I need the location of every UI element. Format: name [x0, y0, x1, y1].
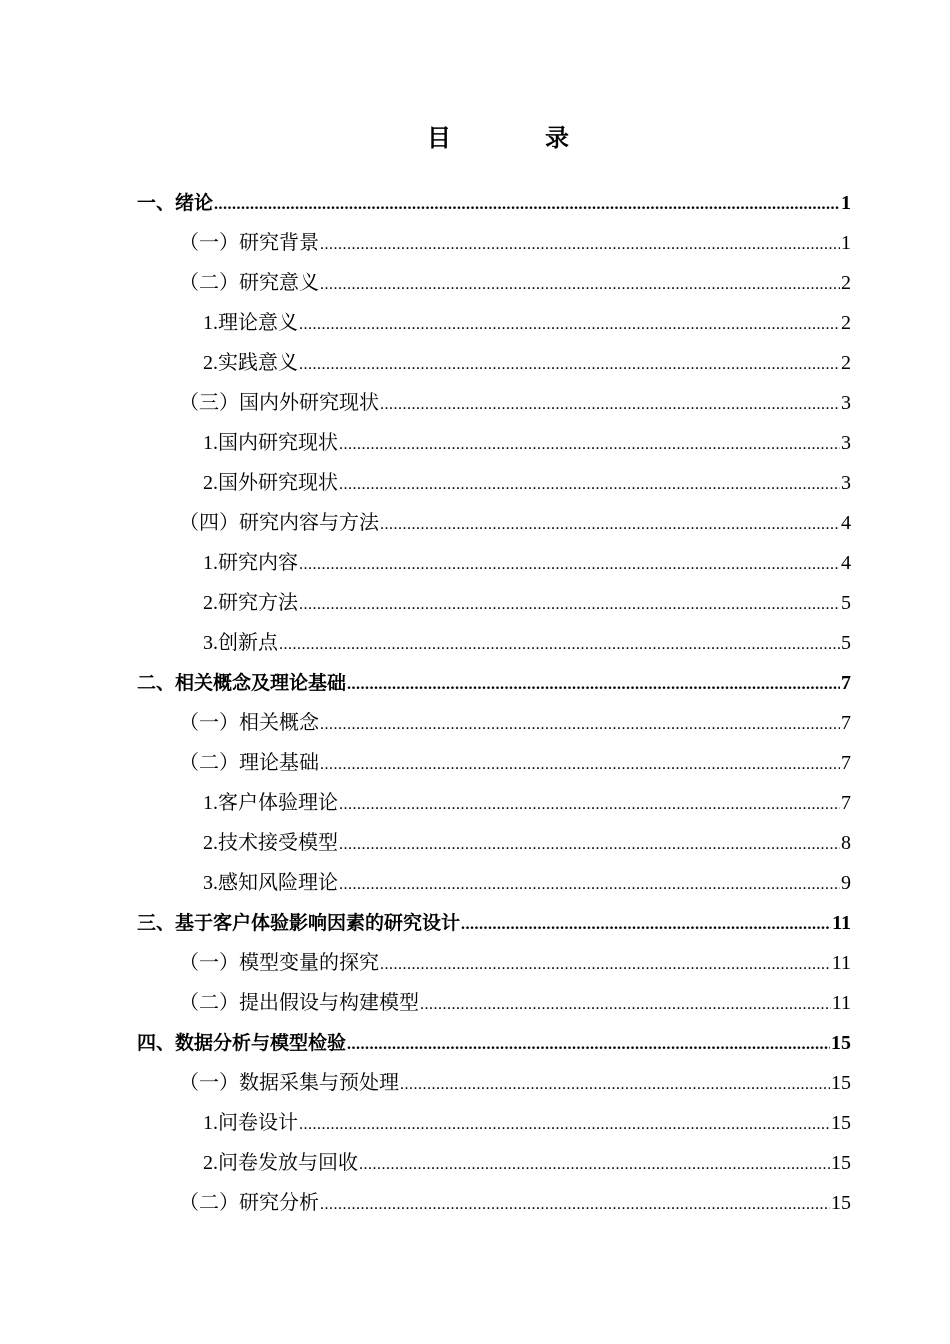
dot-leader: [347, 1031, 830, 1055]
dot-leader: [339, 431, 840, 455]
dot-leader: [339, 831, 840, 855]
toc-entry[interactable]: [137, 1181, 851, 1221]
toc-entry[interactable]: [137, 221, 851, 261]
dot-leader: [420, 991, 831, 1015]
dot-leader: [299, 311, 840, 335]
toc-entry-page-number: 2: [841, 352, 851, 374]
toc-entry[interactable]: [137, 461, 851, 501]
toc-entry-label: 2.国外研究现状: [203, 472, 338, 494]
toc-entry[interactable]: [137, 741, 851, 781]
title-char-2: 录: [545, 124, 569, 152]
toc-entry-page-number: 2: [841, 312, 851, 334]
toc-entry-page-number: 9: [841, 872, 851, 894]
toc-entry-label: 1.问卷设计: [203, 1112, 298, 1134]
toc-entry[interactable]: [137, 621, 851, 661]
dot-leader: [299, 591, 840, 615]
toc-entry[interactable]: [137, 421, 851, 461]
dot-leader: [279, 631, 840, 655]
toc-entry-label: 3.感知风险理论: [203, 872, 338, 894]
toc-entry-page-number: 5: [841, 632, 851, 654]
toc-entry-label: （四）研究内容与方法: [179, 512, 379, 534]
toc-entry-page-number: 7: [841, 752, 851, 774]
toc-entry[interactable]: [137, 261, 851, 301]
toc-entry-page-number: 7: [841, 672, 851, 694]
toc-entry-label: 四、数据分析与模型检验: [137, 1032, 347, 1054]
dot-leader: [359, 1151, 830, 1175]
toc-entry-label: 二、相关概念及理论基础: [137, 672, 347, 694]
toc-entry[interactable]: [137, 661, 851, 701]
toc-entry-label: （二）提出假设与构建模型: [179, 992, 419, 1014]
table-of-contents: [137, 181, 851, 1221]
dot-leader: [380, 511, 840, 535]
toc-entry-label: （一）数据采集与预处理: [179, 1072, 399, 1094]
toc-entry[interactable]: [137, 541, 851, 581]
toc-entry-label: 1.国内研究现状: [203, 432, 338, 454]
dot-leader: [380, 951, 831, 975]
toc-entry-label: 2.技术接受模型: [203, 832, 338, 854]
toc-entry[interactable]: [137, 301, 851, 341]
toc-entry[interactable]: [137, 341, 851, 381]
toc-entry-label: 2.研究方法: [203, 592, 298, 614]
dot-leader: [299, 1111, 830, 1135]
dot-leader: [461, 911, 831, 935]
toc-entry[interactable]: [137, 181, 851, 221]
toc-entry[interactable]: [137, 901, 851, 941]
toc-entry-page-number: 7: [841, 792, 851, 814]
toc-entry-label: 2.问卷发放与回收: [203, 1152, 358, 1174]
toc-entry[interactable]: [137, 1021, 851, 1061]
toc-entry-page-number: 4: [841, 552, 851, 574]
toc-entry[interactable]: [137, 1141, 851, 1181]
toc-entry-page-number: 15: [831, 1152, 851, 1174]
dot-leader: [299, 351, 840, 375]
toc-entry-label: 一、绪论: [137, 192, 214, 214]
toc-entry-page-number: 3: [841, 432, 851, 454]
dot-leader: [339, 791, 840, 815]
toc-entry[interactable]: [137, 501, 851, 541]
toc-entry-page-number: 15: [831, 1072, 851, 1094]
toc-entry[interactable]: [137, 1061, 851, 1101]
dot-leader: [400, 1071, 830, 1095]
dot-leader: [320, 1191, 830, 1215]
title-char-1: 目: [427, 124, 451, 152]
toc-entry-label: （二）理论基础: [179, 752, 319, 774]
toc-entry-label: （一）相关概念: [179, 712, 319, 734]
toc-entry-label: （二）研究意义: [179, 272, 319, 294]
toc-entry-page-number: 15: [831, 1112, 851, 1134]
dot-leader: [339, 471, 840, 495]
page-title: [0, 118, 950, 153]
toc-entry-label: 1.理论意义: [203, 312, 298, 334]
dot-leader: [299, 551, 840, 575]
toc-entry-page-number: 11: [831, 992, 851, 1014]
toc-entry[interactable]: [137, 701, 851, 741]
toc-entry-page-number: 2: [841, 272, 851, 294]
toc-entry[interactable]: [137, 381, 851, 421]
toc-entry[interactable]: [137, 581, 851, 621]
toc-entry[interactable]: [137, 941, 851, 981]
dot-leader: [320, 751, 840, 775]
toc-entry[interactable]: [137, 781, 851, 821]
toc-entry[interactable]: [137, 981, 851, 1021]
toc-entry-label: 1.研究内容: [203, 552, 298, 574]
toc-entry-page-number: 7: [841, 712, 851, 734]
toc-entry-page-number: 3: [841, 472, 851, 494]
toc-entry-page-number: 15: [831, 1192, 851, 1214]
toc-entry-page-number: 1: [841, 232, 851, 254]
dot-leader: [347, 671, 840, 695]
toc-entry-label: （三）国内外研究现状: [179, 392, 379, 414]
toc-entry-page-number: 11: [832, 912, 851, 934]
toc-entry-label: （二）研究分析: [179, 1192, 319, 1214]
dot-leader: [380, 391, 840, 415]
toc-entry-label: 1.客户体验理论: [203, 792, 338, 814]
toc-entry-label: 2.实践意义: [203, 352, 298, 374]
toc-entry-page-number: 8: [841, 832, 851, 854]
toc-entry-label: 3.创新点: [203, 632, 278, 654]
toc-entry[interactable]: [137, 861, 851, 901]
dot-leader: [214, 191, 840, 215]
dot-leader: [339, 871, 840, 895]
toc-entry-page-number: 15: [831, 1032, 851, 1054]
toc-entry-page-number: 5: [841, 592, 851, 614]
dot-leader: [320, 271, 840, 295]
toc-entry[interactable]: [137, 1101, 851, 1141]
dot-leader: [320, 231, 840, 255]
toc-entry-page-number: 1: [841, 192, 851, 214]
toc-entry-label: 三、基于客户体验影响因素的研究设计: [137, 912, 461, 934]
toc-entry-page-number: 11: [831, 952, 851, 974]
toc-entry-page-number: 3: [841, 392, 851, 414]
toc-entry-label: （一）研究背景: [179, 232, 319, 254]
toc-entry-label: （一）模型变量的探究: [179, 952, 379, 974]
toc-entry[interactable]: [137, 821, 851, 861]
toc-entry-page-number: 4: [841, 512, 851, 534]
dot-leader: [320, 711, 840, 735]
